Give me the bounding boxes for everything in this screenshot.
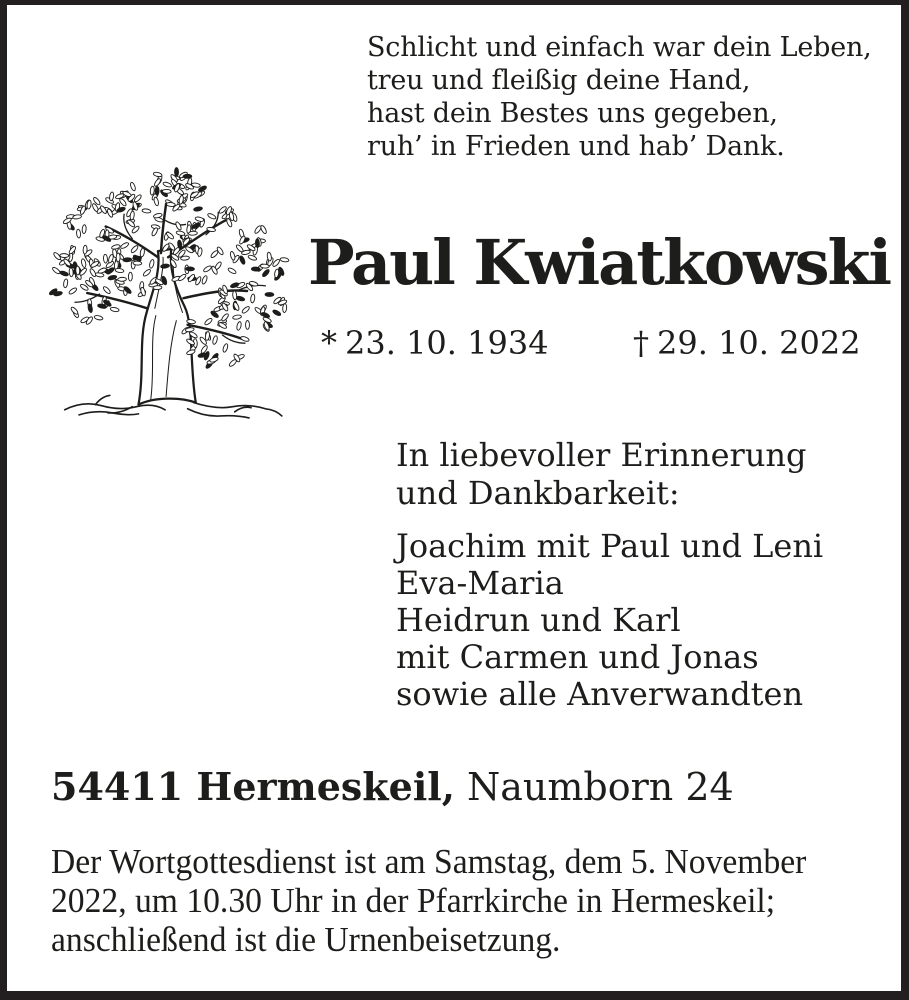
address-city: 54411 Hermeskeil,: [51, 764, 455, 809]
tree-illustration: [34, 162, 290, 420]
service-line: anschließend ist die Urnenbeisetzung.: [51, 920, 561, 959]
mourner-line: Eva-Maria: [396, 564, 564, 602]
poem-line: treu und fleißig deine Hand,: [367, 65, 751, 96]
life-dates: [0, 324, 909, 368]
memorial-intro-line: In liebevoller Erinnerung: [396, 436, 807, 474]
mourner-line: mit Carmen und Jonas: [396, 638, 759, 676]
poem-line: ruh’ in Frieden und hab’ Dank.: [367, 131, 785, 162]
memorial-intro-line: und Dankbarkeit:: [396, 474, 680, 512]
birth-star-icon: *: [321, 324, 337, 362]
address-street: Naumborn 24: [467, 765, 734, 809]
mourner-line: Heidrun und Karl: [396, 601, 681, 639]
poem-line: Schlicht und einfach war dein Leben,: [367, 32, 872, 63]
tree-icon: [34, 162, 290, 420]
deceased-name: Paul Kwiatkowski: [308, 226, 891, 299]
death-cross-icon: †: [633, 324, 649, 362]
service-info: [51, 842, 806, 959]
death-date-text: 29. 10. 2022: [657, 324, 861, 362]
mourner-line: sowie alle Anverwandten: [396, 675, 804, 713]
address-line: [51, 764, 734, 809]
birth-date-text: 23. 10. 1934: [345, 324, 549, 362]
birth-date: [321, 324, 549, 362]
service-line: Der Wortgottesdienst ist am Samstag, dem 5. November: [51, 842, 807, 881]
service-line: 2022, um 10.30 Uhr in der Pfarrkirche in Hermeskeil;: [51, 881, 776, 920]
memorial-intro: [396, 436, 807, 512]
death-date: [633, 324, 861, 362]
poem-line: hast dein Bestes uns gegeben,: [367, 98, 778, 129]
mourners-list: [396, 528, 823, 713]
poem-verse: [367, 31, 872, 163]
mourner-line: Joachim mit Paul und Leni: [396, 527, 824, 565]
